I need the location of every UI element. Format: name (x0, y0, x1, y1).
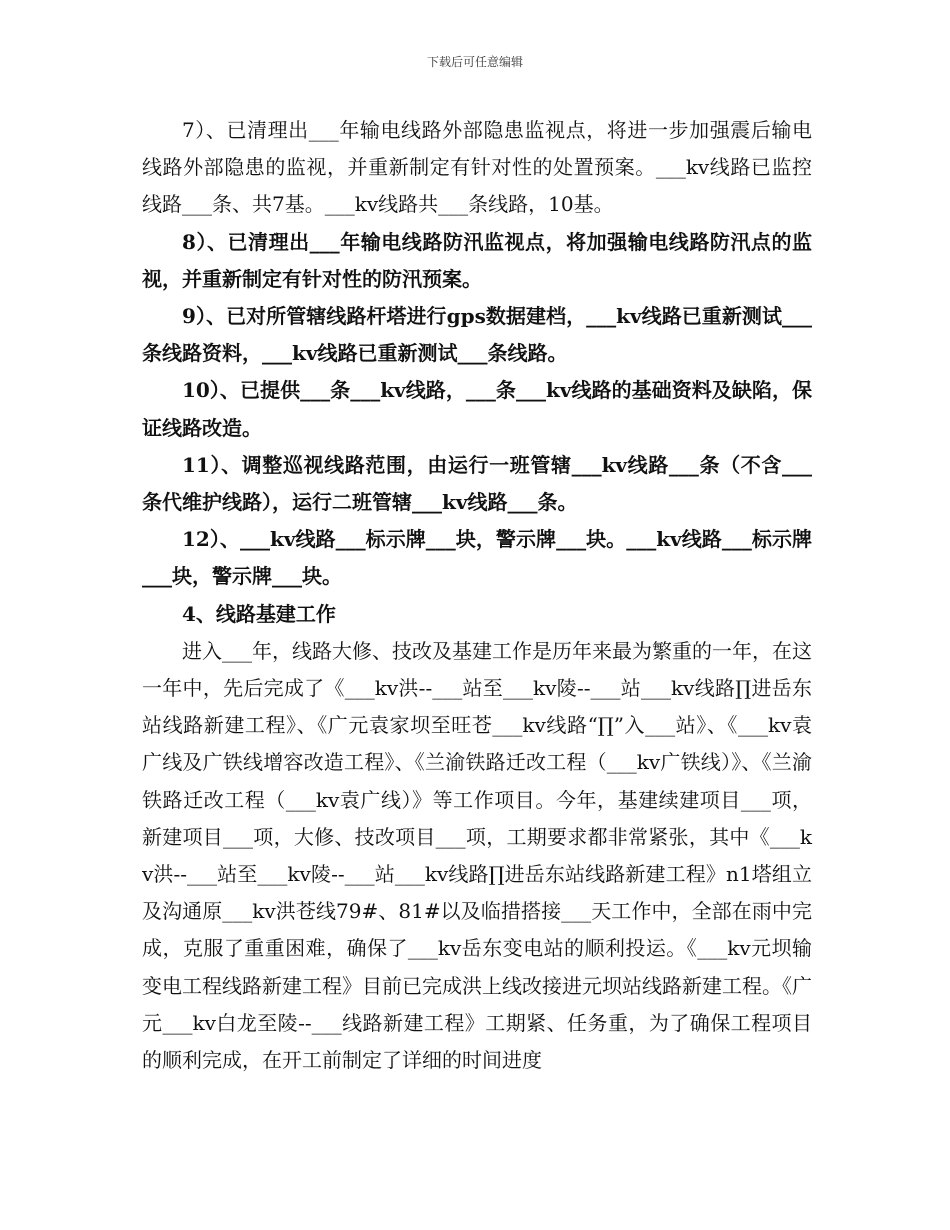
paragraph-item-12: 12）、___kv线路___标示牌___块，警示牌___块。___kv线路___标示牌___块，警示牌___块。 (142, 527, 812, 589)
paragraph-item-11: 11）、调整巡视线路范围，由运行一班管辖___kv线路___条（不含___条代维护线路），运行二班管辖___kv线路___条。 (142, 452, 812, 515)
body-paragraph: 进入___年，线路大修、技改及基建工作是历年来最为繁重的一年，在这一年中，先后完成了《___kv洪--___站至___kv陵--___站___kv线路∏进岳东站线路新建工程》、《广元袁家坝至旺苍___kv线路“∏”入___站》、《___kv袁广线及广铁线增容改造工程》、《兰渝铁路迁改工程（___kv广铁线）》、《兰渝铁路迁改工程（___kv袁广线）》等工作项目。今年，基建续建项目___项，新建项目___项，大修、技改项目___项，工期要求都非常紧张，其中《___kv洪--___站至___kv陵--___站___kv线路∏进岳东站线路新建工程》n1塔组立及沟通原___kv洪苍线79#、81#以及临措搭接___天工作中，全部在雨中完成，克服了重重困难，确保了___kv岳东变电站的顺利投运。《___kv元坝输变电工程线路新建工程》目前已完成洪上线改接进元坝站线路新建工程。《广元___kv白龙至陵--___线路新建工程》工期紧、任务重，为了确保工程项目的顺利完成，在开工前制定了详细的时间进度 (142, 638, 812, 1073)
paragraph-item-7: 7）、已清理出___年输电线路外部隐患监视点，将进一步加强震后输电线路外部隐患的监视，并重新制定有针对性的处置预案。___kv线路已监控线路___条、共7基。___kv线路共___条线路，10基。 (142, 118, 812, 217)
paragraph-item-9: 9）、已对所管辖线路杆塔进行gps数据建档，___kv线路已重新测试___条线路资料，___kv线路已重新测试___条线路。 (142, 304, 812, 366)
document-body (142, 112, 812, 1079)
page-header: 下载后可任意编辑 (426, 55, 523, 69)
paragraph-item-10: 10）、已提供___条___kv线路，___条___kv线路的基础资料及缺陷，保证线路改造。 (142, 378, 812, 440)
paragraph-item-8: 8）、已清理出___年输电线路防汛监视点，将加强输电线路防汛点的监视，并重新制定有针对性的防汛预案。 (142, 229, 812, 291)
section-heading: 4、线路基建工作 (182, 601, 336, 626)
